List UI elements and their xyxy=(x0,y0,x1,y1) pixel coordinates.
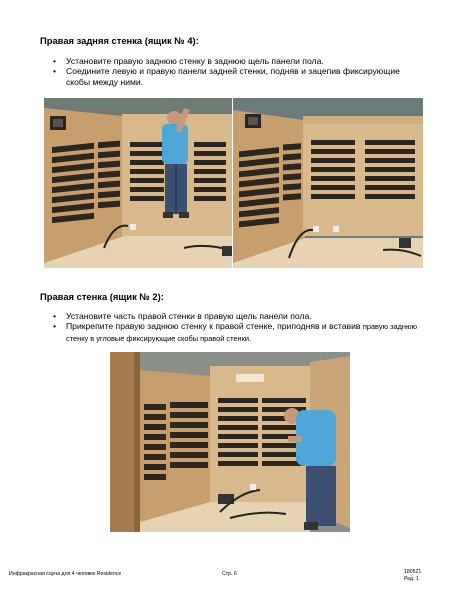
bullet-icon: • xyxy=(53,56,57,66)
section-heading-right-wall: Правая стенка (ящик № 2): xyxy=(40,291,164,302)
footer-revision: Ред. 1 xyxy=(404,576,419,582)
instruction-text-small: правую заднюю xyxy=(362,322,418,332)
footer-document-code: 180521 xyxy=(404,569,422,575)
section2-bullet-list xyxy=(53,311,433,344)
bullet-icon: • xyxy=(53,66,57,77)
list-item xyxy=(53,311,433,321)
footer-page-number: Стр. 6 xyxy=(222,571,237,577)
bullet-icon: • xyxy=(53,311,57,321)
section1-bullet-list xyxy=(53,56,413,87)
list-item xyxy=(53,321,433,344)
photo-installing-right-back-wall xyxy=(44,98,232,268)
instruction-text-small: стенку в угловые фиксирующие скобы правой стенки. xyxy=(66,333,252,343)
photo-installing-right-wall xyxy=(110,352,350,532)
list-item xyxy=(53,56,413,66)
list-item xyxy=(53,66,413,87)
section-heading-right-back-wall: Правая задняя стенка (ящик № 4): xyxy=(40,35,199,46)
instruction-text: Установите часть правой стенки в правую щель панели пола. xyxy=(66,311,312,321)
photo-right-back-wall-installed xyxy=(233,98,423,268)
bullet-icon: • xyxy=(53,321,57,332)
instruction-text: Соедините левую и правую панели задней стенки, подняв и зацепив фиксирующие скобы между ними. xyxy=(66,66,400,87)
footer-product-name: Инфракрасная сауна для 4 человек Residence xyxy=(9,571,122,577)
instruction-text: Установите правую заднюю стенку в заднюю щель панели пола. xyxy=(66,56,324,66)
instruction-text: Прикрепите правую заднюю стенку к правой стенке, приподняв и вставив xyxy=(66,321,361,332)
